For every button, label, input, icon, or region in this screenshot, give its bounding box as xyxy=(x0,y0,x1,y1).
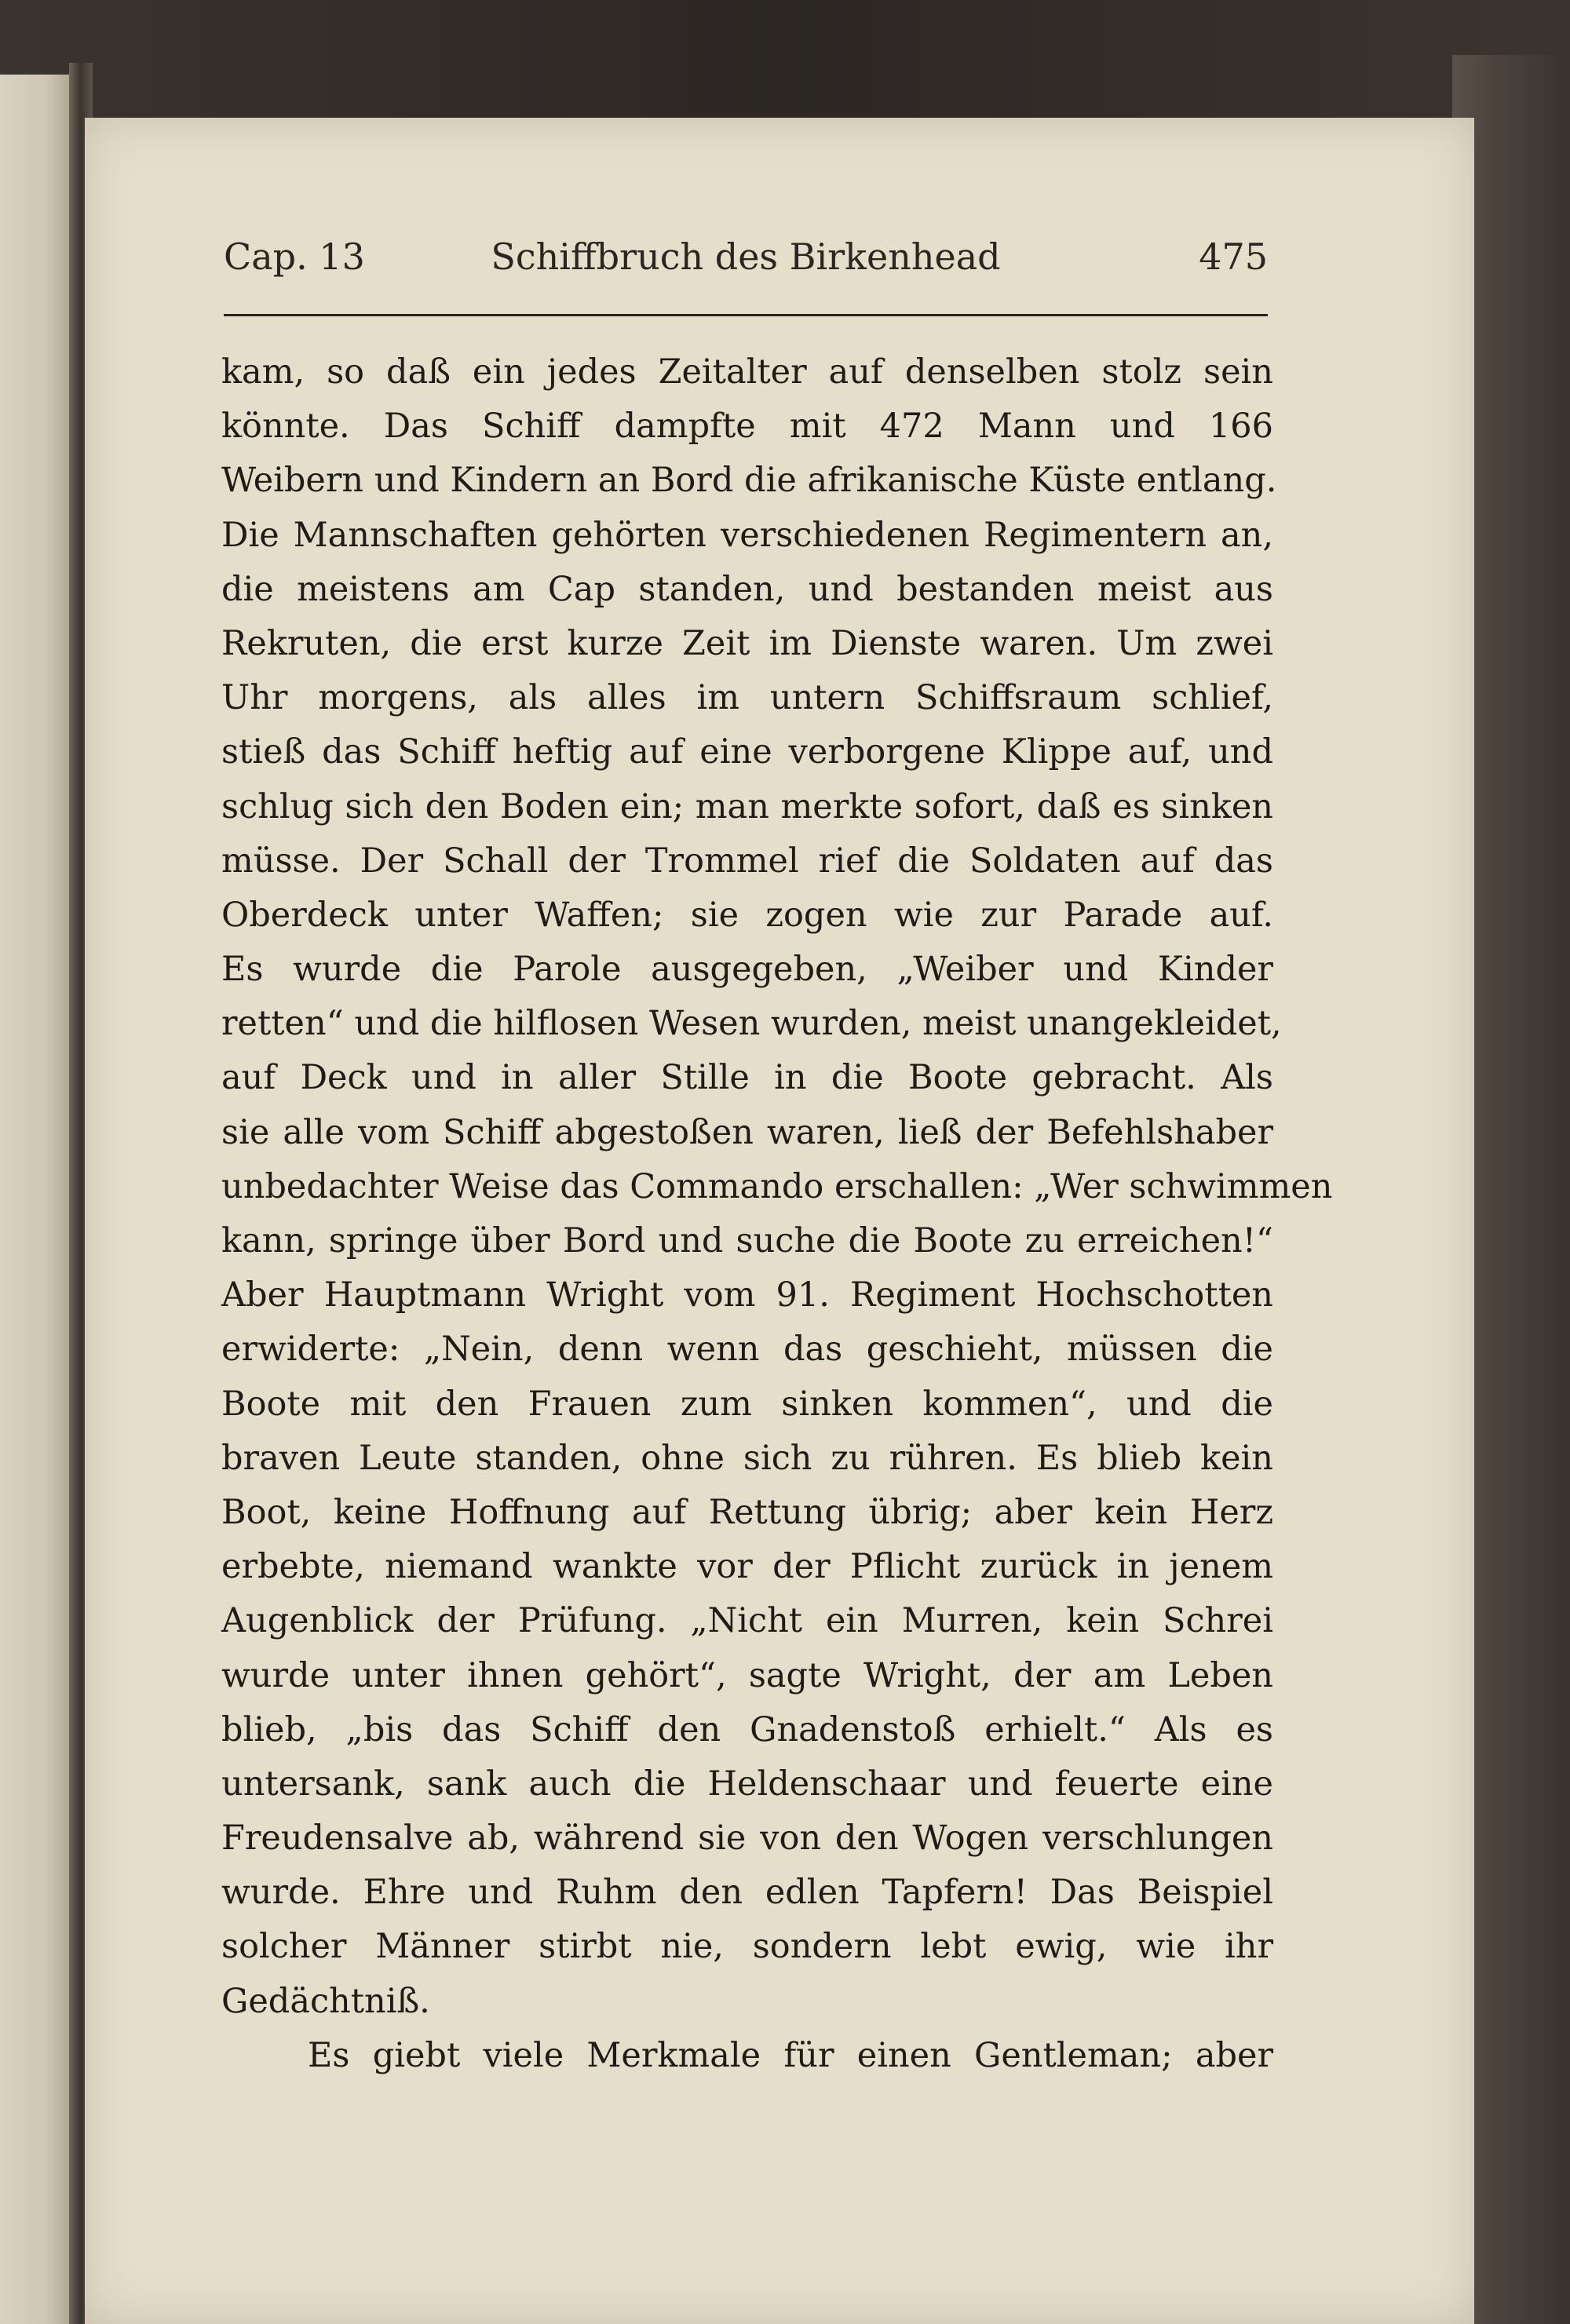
text-line: Augenblick der Prüfung. „Nicht ein Murren, kein Schrei xyxy=(221,1601,1273,1641)
text-line: Boote mit den Frauen zum sinken kommen“, und die xyxy=(221,1384,1273,1424)
text-line: Die Mannschaften gehörten verschiedenen Regimentern an, xyxy=(221,515,1273,555)
running-title: Schiffbruch des Birkenhead xyxy=(491,235,1001,278)
text-line: retten“ und die hilflosen Wesen wurden, meist unangekleidet, xyxy=(221,1004,1282,1044)
text-line: blieb, „bis das Schiff den Gnadenstoß erhielt.“ Als es xyxy=(221,1709,1273,1749)
text-line: wurde unter ihnen gehört“, sagte Wright, der am Leben xyxy=(221,1655,1273,1695)
running-header xyxy=(224,228,1268,290)
text-line: die meistens am Cap standen, und bestanden meist aus xyxy=(221,569,1273,609)
text-line: Oberdeck unter Waffen; sie zogen wie zur Parade auf. xyxy=(221,895,1273,935)
header-rule xyxy=(224,314,1268,316)
page-number: 475 xyxy=(1199,235,1268,278)
text-line: kam, so daß ein jedes Zeitalter auf denselben stolz sein xyxy=(221,352,1273,392)
text-line: erwiderte: „Nein, denn wenn das geschieht, müssen die xyxy=(221,1330,1273,1370)
text-line: Uhr morgens, als alles im untern Schiffsraum schlief, xyxy=(221,678,1273,718)
text-line: sie alle vom Schiff abgestoßen waren, ließ der Befehlshaber xyxy=(221,1112,1273,1152)
text-line: Es wurde die Parole ausgegeben, „Weiber und Kinder xyxy=(221,950,1273,990)
body-text xyxy=(221,345,1333,2083)
text-line: braven Leute standen, ohne sich zu rühren. Es blieb kein xyxy=(221,1438,1273,1478)
text-line: Boot, keine Hoffnung auf Rettung übrig; aber kein Herz xyxy=(221,1492,1273,1532)
text-line: Weibern und Kindern an Bord die afrikanische Küste entlang. xyxy=(221,461,1277,501)
text-line: auf Deck und in aller Stille in die Boote gebracht. Als xyxy=(221,1058,1273,1098)
text-line: Rekruten, die erst kurze Zeit im Dienste waren. Um zwei xyxy=(221,623,1273,663)
text-line: müsse. Der Schall der Trommel rief die Soldaten auf das xyxy=(221,841,1273,881)
text-line: könnte. Das Schiff dampfte mit 472 Mann und 166 xyxy=(221,407,1273,447)
text-line: unbedachter Weise das Commando erschallen: „Wer schwimmen xyxy=(221,1166,1333,1206)
facing-page-edge xyxy=(0,75,77,2324)
text-line: Freudensalve ab, während sie von den Wogen verschlungen xyxy=(221,1819,1273,1859)
text-line: untersank, sank auch die Heldenschaar und feuerte eine xyxy=(221,1764,1273,1804)
paragraph-end-line: Gedächtniß. xyxy=(221,1981,430,2021)
chapter-label: Cap. 13 xyxy=(224,235,365,278)
text-line: erbebte, niemand wankte vor der Pflicht zurück in jenem xyxy=(221,1547,1273,1587)
text-line: solcher Männer stirbt nie, sondern lebt ewig, wie ihr xyxy=(221,1927,1273,1967)
text-line: kann, springe über Bord und suche die Boote zu erreichen!“ xyxy=(221,1221,1273,1261)
paragraph-start-line: Es giebt viele Merkmale für einen Gentleman; aber xyxy=(308,2035,1273,2075)
text-line: Aber Hauptmann Wright vom 91. Regiment Hochschotten xyxy=(221,1275,1273,1315)
text-line: stieß das Schiff heftig auf eine verborgene Klippe auf, und xyxy=(221,732,1273,772)
text-line: schlug sich den Boden ein; man merkte sofort, daß es sinken xyxy=(221,786,1273,826)
text-line: wurde. Ehre und Ruhm den edlen Tapfern! Das Beispiel xyxy=(221,1873,1273,1913)
